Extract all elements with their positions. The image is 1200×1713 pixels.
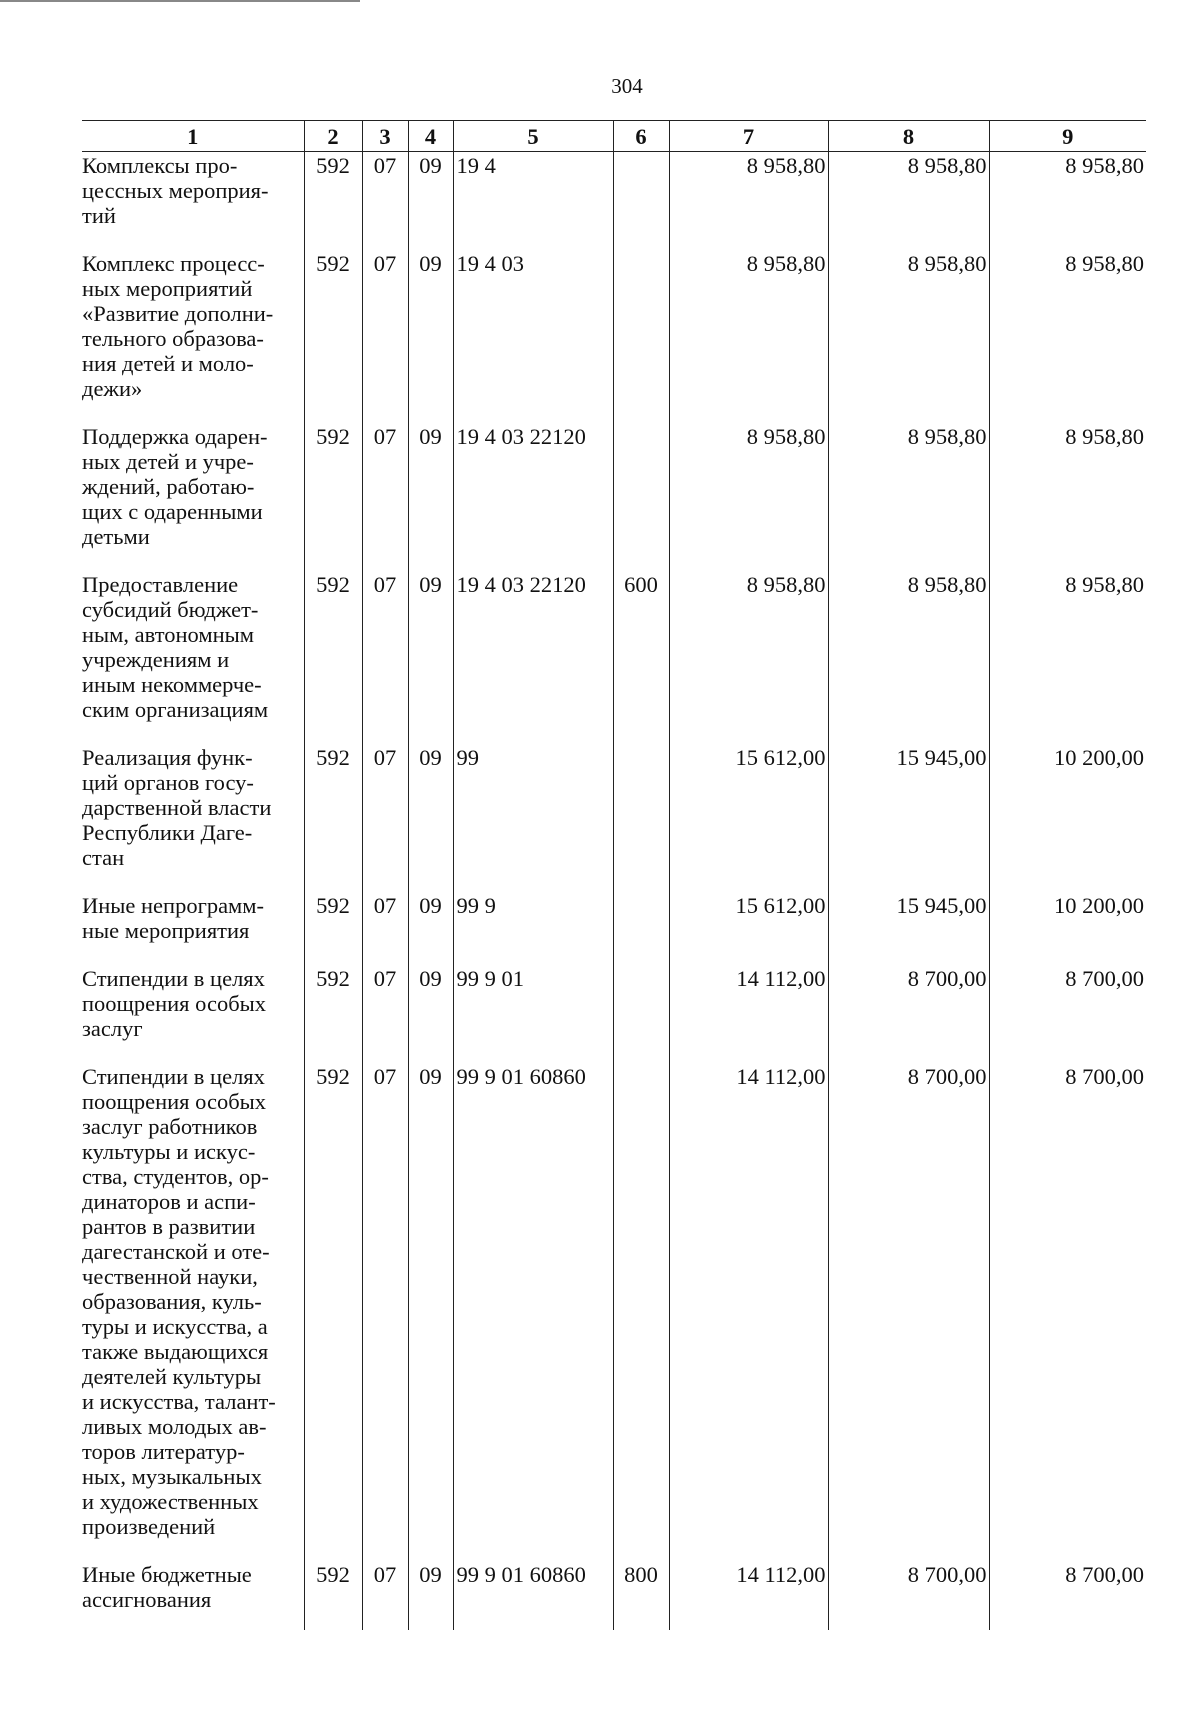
amount-col7-cell: 14 112,00 [669,1063,828,1561]
column-header: 3 [362,121,408,152]
column-header: 1 [82,121,304,152]
section-cell: 07 [362,744,408,892]
admin-code-cell: 592 [304,423,362,571]
amount-col9-cell: 8 958,80 [989,152,1146,251]
amount-col8-cell: 8 958,80 [828,571,989,744]
amount-col7-cell: 8 958,80 [669,571,828,744]
amount-col9-cell: 8 958,80 [989,571,1146,744]
target-article-cell: 99 9 01 60860 [453,1561,613,1630]
amount-col8-cell: 8 700,00 [828,1561,989,1630]
expense-type-cell [613,744,669,892]
expense-type-cell [613,892,669,965]
subsection-cell: 09 [408,892,453,965]
admin-code-cell: 592 [304,892,362,965]
section-cell: 07 [362,423,408,571]
subsection-cell: 09 [408,1561,453,1630]
admin-code-cell: 592 [304,152,362,251]
target-article-cell: 19 4 03 [453,250,613,423]
item-name-cell: Стипендии в целях поощрения особых заслуг [82,966,267,1041]
subsection-cell: 09 [408,423,453,571]
amount-col9-cell: 10 200,00 [989,744,1146,892]
subsection-cell: 09 [408,965,453,1063]
admin-code-cell: 592 [304,1561,362,1630]
column-header: 8 [828,121,989,152]
item-name-cell: Поддержка одарен- ных детей и учре- ждений, работаю- щих с одаренными детьми [82,424,268,549]
table-body [82,152,1146,1631]
table-header-row [82,121,1146,152]
amount-col7-cell: 8 958,80 [669,423,828,571]
table-row [82,892,1146,965]
amount-col8-cell: 8 700,00 [828,1063,989,1561]
target-article-cell: 19 4 03 22120 [453,423,613,571]
item-name-cell: Комплекс процесс- ных мероприятий «Развитие дополни- тельного образова- ния детей и моло- дежи» [82,251,274,401]
amount-col7-cell: 15 612,00 [669,892,828,965]
admin-code-cell: 592 [304,744,362,892]
admin-code-cell: 592 [304,1063,362,1561]
amount-col9-cell: 8 958,80 [989,250,1146,423]
item-name-cell: Стипендии в целях поощрения особых заслуг работников культуры и искус- ства, студентов, ор- динаторов и аспи- рантов в развитии дагестанской и оте- чественной науки, образования, куль- туры и искусства, а также выдающихся деятелей культуры и искусства, талант- ливых молодых ав- торов литератур- ных, музыкальных и художественных произведений [82,1064,276,1539]
amount-col8-cell: 8 700,00 [828,965,989,1063]
amount-col7-cell: 8 958,80 [669,152,828,251]
expense-type-cell: 800 [613,1561,669,1630]
subsection-cell: 09 [408,152,453,251]
item-name-cell: Реализация функ- ций органов госу- дарственной власти Республики Даге- стан [82,745,272,870]
target-article-cell: 99 9 [453,892,613,965]
subsection-cell: 09 [408,571,453,744]
admin-code-cell: 592 [304,250,362,423]
column-header: 5 [453,121,613,152]
expense-type-cell [613,965,669,1063]
column-header: 7 [669,121,828,152]
expense-type-cell: 600 [613,571,669,744]
item-name-cell: Иные непрограмм- ные мероприятия [82,893,265,943]
table-row [82,1561,1146,1630]
column-header: 2 [304,121,362,152]
target-article-cell: 99 [453,744,613,892]
budget-table [82,120,1146,1630]
scan-edge-line [0,0,360,2]
subsection-cell: 09 [408,250,453,423]
amount-col8-cell: 8 958,80 [828,152,989,251]
table-row [82,744,1146,892]
section-cell: 07 [362,965,408,1063]
amount-col9-cell: 10 200,00 [989,892,1146,965]
section-cell: 07 [362,1063,408,1561]
section-cell: 07 [362,1561,408,1630]
amount-col9-cell: 8 700,00 [989,1561,1146,1630]
section-cell: 07 [362,892,408,965]
target-article-cell: 99 9 01 60860 [453,1063,613,1561]
amount-col8-cell: 8 958,80 [828,250,989,423]
item-name-cell: Комплексы про- цессных мероприя- тий [82,153,269,228]
amount-col7-cell: 15 612,00 [669,744,828,892]
expense-type-cell [613,250,669,423]
amount-col8-cell: 8 958,80 [828,423,989,571]
table-row [82,965,1146,1063]
column-header: 4 [408,121,453,152]
target-article-cell: 19 4 [453,152,613,251]
column-header: 6 [613,121,669,152]
section-cell: 07 [362,250,408,423]
admin-code-cell: 592 [304,571,362,744]
section-cell: 07 [362,571,408,744]
table-row [82,152,1146,251]
section-cell: 07 [362,152,408,251]
amount-col9-cell: 8 700,00 [989,965,1146,1063]
amount-col7-cell: 8 958,80 [669,250,828,423]
item-name-cell: Предоставление субсидий бюджет- ным, автономным учреждениям и иным некоммерче- ским организациям [82,572,269,722]
table-row [82,423,1146,571]
item-name-cell: Иные бюджетные ассигнования [82,1562,252,1612]
target-article-cell: 99 9 01 [453,965,613,1063]
subsection-cell: 09 [408,1063,453,1561]
table-row [82,571,1146,744]
amount-col8-cell: 15 945,00 [828,892,989,965]
expense-type-cell [613,1063,669,1561]
table-row [82,1063,1146,1561]
amount-col7-cell: 14 112,00 [669,1561,828,1630]
amount-col9-cell: 8 700,00 [989,1063,1146,1561]
page-number: 304 [611,74,643,98]
amount-col9-cell: 8 958,80 [989,423,1146,571]
amount-col8-cell: 15 945,00 [828,744,989,892]
admin-code-cell: 592 [304,965,362,1063]
amount-col7-cell: 14 112,00 [669,965,828,1063]
expense-type-cell [613,423,669,571]
subsection-cell: 09 [408,744,453,892]
column-header: 9 [989,121,1146,152]
expense-type-cell [613,152,669,251]
table-row [82,250,1146,423]
target-article-cell: 19 4 03 22120 [453,571,613,744]
